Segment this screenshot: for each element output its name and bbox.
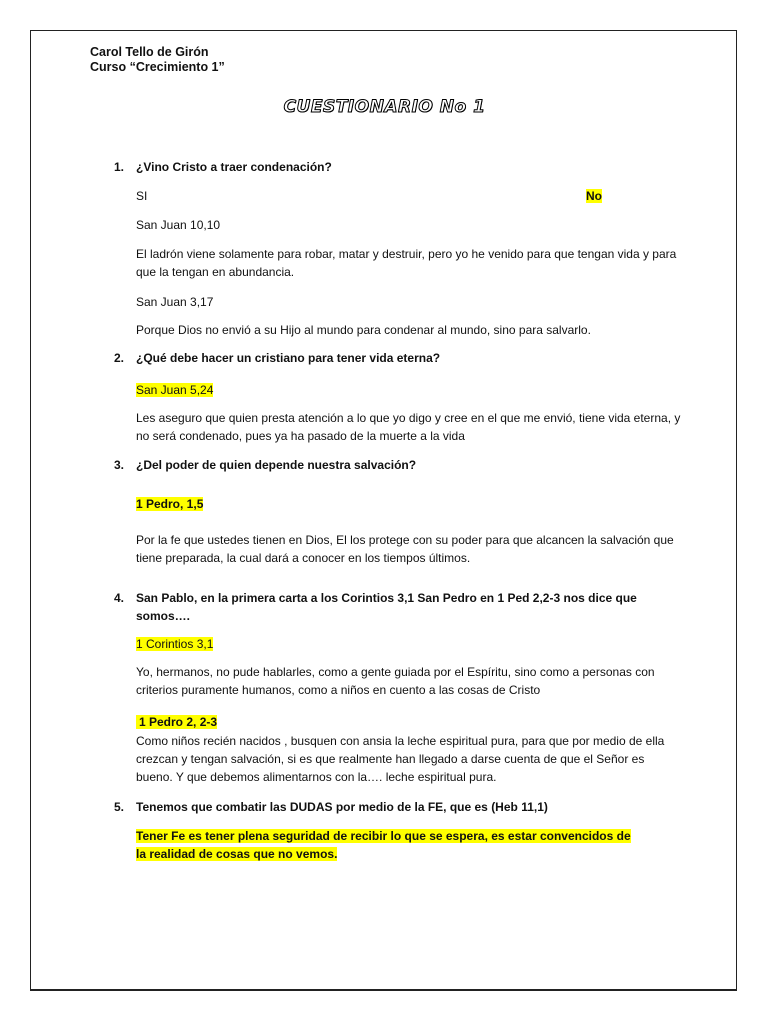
q2-verse: Les aseguro que quien presta atención a lo que yo digo y cree en el que me envió, tiene vida eterna, y no será condenado, pues ya ha pasado de la muerte a la vida: [136, 411, 681, 443]
q3-reference: [136, 495, 203, 513]
question-3-text: ¿Del poder de quien depende nuestra salvación?: [136, 458, 417, 472]
question-3: [114, 458, 416, 472]
question-1-number: 1.: [114, 160, 125, 174]
question-2-text: ¿Qué debe hacer un cristiano para tener vida eterna?: [136, 351, 441, 365]
question-5: [114, 800, 548, 814]
author-block: [90, 45, 225, 75]
question-2-number: 2.: [114, 351, 125, 365]
option-no-label: No: [586, 189, 602, 203]
q4-reference-2-label: 1 Pedro 2, 2-3: [136, 715, 217, 729]
q2-reference: [136, 381, 213, 399]
q5-answer: [136, 827, 641, 863]
course-name: Curso “Crecimiento 1”: [90, 60, 225, 74]
q4-verse-2: Como niños recién nacidos , busquen con ansia la leche espiritual pura, para que por medio de ella crezcan y tengan salvación, si es que realmente han llegado a darse cuenta de que el Señor es bueno. Y que debemos alimentarnos con la…. leche espiritual pura.: [136, 734, 665, 784]
question-2: [114, 351, 440, 365]
q3-reference-label: 1 Pedro, 1,5: [136, 497, 204, 511]
document-title: CUESTIONARIO No 1: [283, 97, 486, 117]
q1-verse-2: Porque Dios no envió a su Hijo al mundo para condenar al mundo, sino para salvarlo.: [136, 323, 591, 337]
question-1-text: ¿Vino Cristo a traer condenación?: [136, 160, 332, 174]
author-name: Carol Tello de Girón: [90, 45, 209, 59]
q3-verse: Por la fe que ustedes tienen en Dios, El los protege con su poder para que alcancen la salvación que tiene preparada, la cual dará a conocer en los tiempos últimos.: [136, 533, 674, 565]
question-4: [114, 589, 656, 625]
question-1: [114, 160, 332, 174]
q1-reference-1: San Juan 10,10: [136, 218, 221, 232]
question-5-number: 5.: [114, 800, 125, 814]
question-3-number: 3.: [114, 458, 125, 472]
q4-reference-1: [136, 635, 213, 653]
q4-reference-1-label: 1 Corintios 3,1: [136, 637, 214, 651]
q4-verse-1: Yo, hermanos, no pude hablarles, como a gente guiada por el Espíritu, sino como a personas con criterios puramente humanos, como a niños en cuento a las cosas de Cristo: [136, 665, 655, 697]
option-si: SI: [136, 189, 148, 203]
question-4-number: 4.: [114, 591, 125, 605]
q4-reference-2: [136, 713, 217, 731]
q5-answer-text: Tener Fe es tener plena seguridad de recibir lo que se espera, es estar convencidos de la realidad de cosas que no vemos.: [136, 829, 631, 861]
q1-verse-1: El ladrón viene solamente para robar, matar y destruir, pero yo he venido para que tengan vida y para que la tengan en abundancia.: [136, 247, 677, 279]
document-page: [30, 30, 737, 991]
question-5-text: Tenemos que combatir las DUDAS por medio de la FE, que es (Heb 11,1): [136, 800, 548, 814]
option-no: [586, 187, 602, 205]
question-4-text: San Pablo, en la primera carta a los Corintios 3,1 San Pedro en 1 Ped 2,2-3 nos dice que somos….: [136, 591, 637, 623]
q2-reference-label: San Juan 5,24: [136, 383, 214, 397]
q1-reference-2: San Juan 3,17: [136, 295, 214, 309]
